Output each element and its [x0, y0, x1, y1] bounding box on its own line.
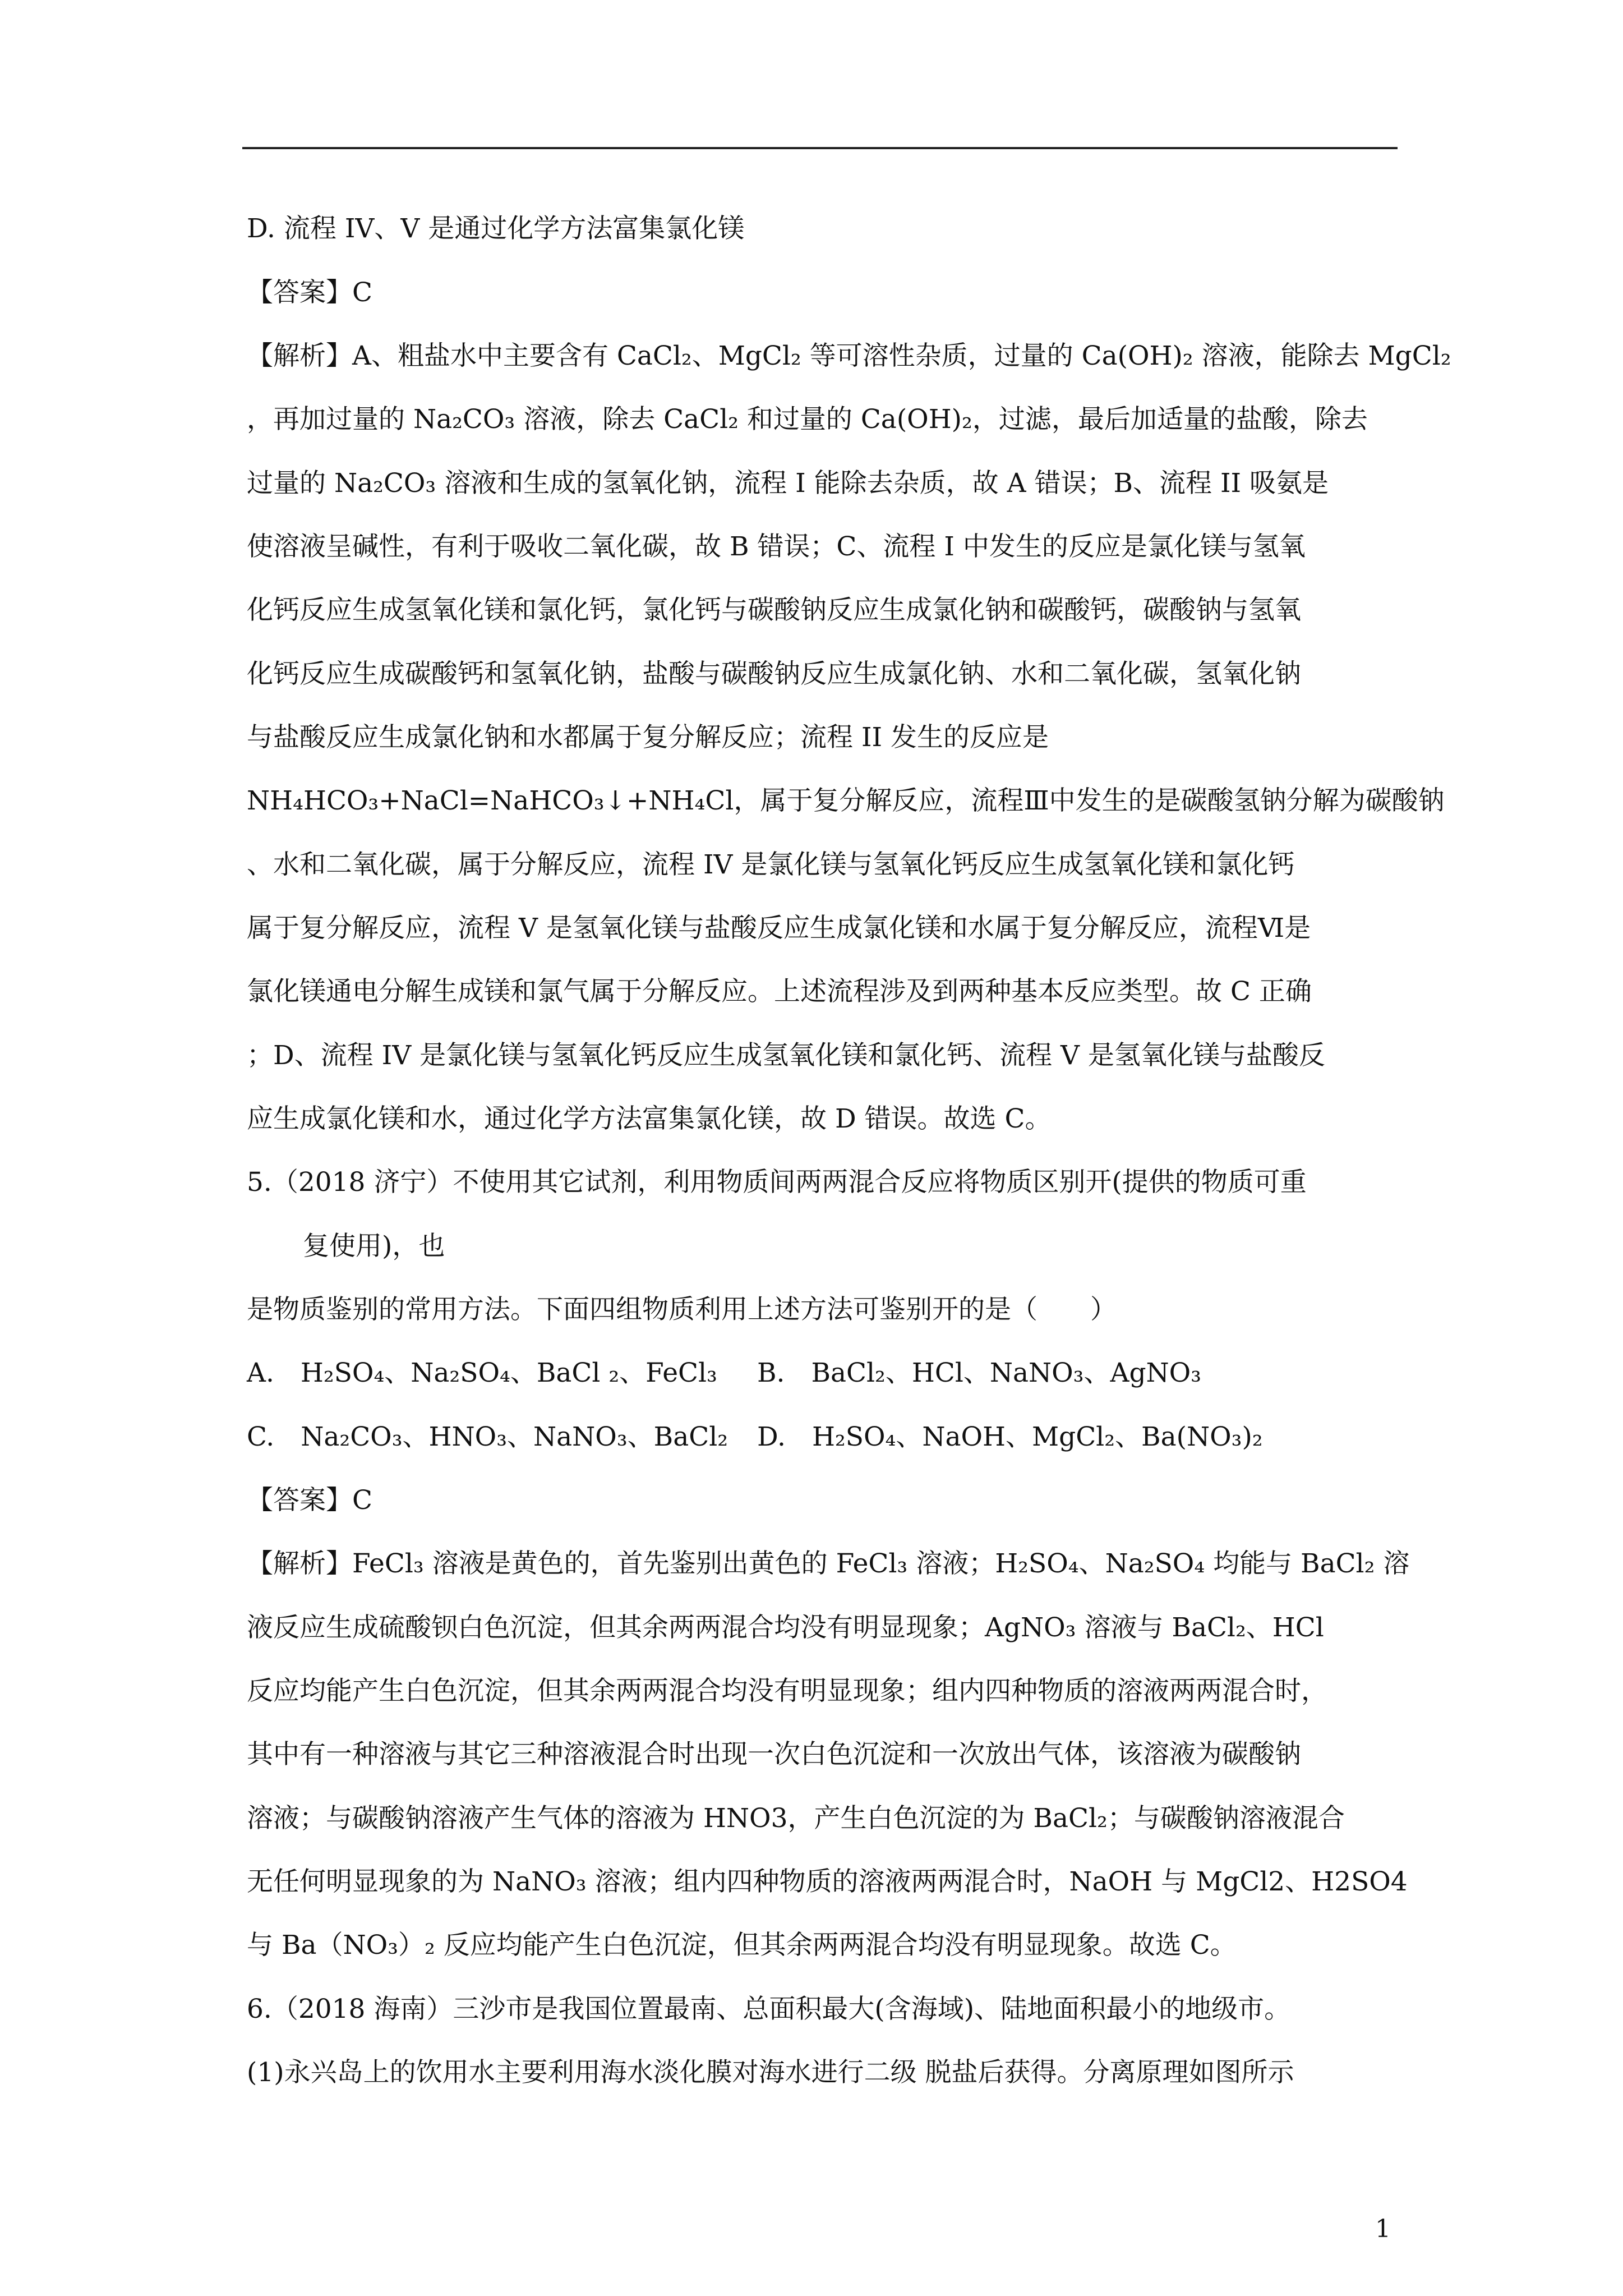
- question-5-stem: 5.（2018 济宁）不使用其它试剂，利用物质间两两混合反应将物质区别开(提供的物质可重: [247, 1167, 1307, 1198]
- question-6-stem: 6.（2018 海南）三沙市是我国位置最南、总面积最大(含海域)、陆地面积最小的地级市。: [247, 1994, 1291, 2024]
- text-line: 与盐酸反应生成氯化钠和水都属于复分解反应；流程 II 发生的反应是: [247, 722, 1049, 753]
- text-line: 溶液；与碳酸钠溶液产生气体的溶液为 HNO3，产生白色沉淀的为 BaCl₂；与碳酸钠溶液混合: [247, 1803, 1345, 1834]
- text-line: 无任何明显现象的为 NaNO₃ 溶液；组内四种物质的溶液两两混合时，NaOH 与 MgCl2、H2SO4: [247, 1866, 1408, 1897]
- text-line: 化钙反应生成氢氧化镁和氯化钙，氯化钙与碳酸钠反应生成氯化钠和碳酸钙，碳酸钠与氢氧: [247, 595, 1301, 625]
- text-line: 化钙反应生成碳酸钙和氢氧化钠，盐酸与碳酸钠反应生成氯化钠、水和二氧化碳，氢氧化钠: [247, 659, 1301, 689]
- answer-line: 【答案】C: [247, 1485, 372, 1516]
- text-line: 液反应生成硫酸钡白色沉淀，但其余两两混合均没有明显现象；AgNO₃ 溶液与 BaCl₂、HCl: [247, 1612, 1324, 1643]
- question-5-stem: 是物质鉴别的常用方法。下面四组物质利用上述方法可鉴别开的是（ ）: [247, 1294, 1117, 1325]
- text-line: ；D、流程 IV 是氯化镁与氢氧化钙反应生成氢氧化镁和氯化钙、流程 V 是氢氧化镁与盐酸反: [247, 1040, 1325, 1071]
- question-6-part-1: (1)永兴岛上的饮用水主要利用海水淡化膜对海水进行二级 脱盐后获得。分离原理如图所示: [247, 2057, 1294, 2088]
- question-5-stem: 复使用)，也: [303, 1231, 445, 1262]
- option-b: B. BaCl₂、HCl、NaNO₃、AgNO₃: [757, 1358, 1202, 1388]
- text-line: 【解析】FeCl₃ 溶液是黄色的，首先鉴别出黄色的 FeCl₃ 溶液；H₂SO₄、Na₂SO₄ 均能与 BaCl₂ 溶: [247, 1548, 1410, 1579]
- text-line: ，再加过量的 Na₂CO₃ 溶液，除去 CaCl₂ 和过量的 Ca(OH)₂，过滤，最后加适量的盐酸，除去: [247, 404, 1368, 435]
- text-line: 反应均能产生白色沉淀，但其余两两混合均没有明显现象；组内四种物质的溶液两两混合时，: [247, 1676, 1327, 1706]
- header-rule: [242, 147, 1398, 149]
- text-line: 过量的 Na₂CO₃ 溶液和生成的氢氧化钠，流程 I 能除去杂质，故 A 错误；B、流程 II 吸氨是: [247, 468, 1329, 499]
- option-d: D. H₂SO₄、NaOH、MgCl₂、Ba(NO₃)₂: [757, 1421, 1263, 1452]
- answer-line: 【答案】C: [247, 277, 372, 308]
- text-line: D. 流程 IV、V 是通过化学方法富集氯化镁: [247, 213, 745, 244]
- text-line: 其中有一种溶液与其它三种溶液混合时出现一次白色沉淀和一次放出气体，该溶液为碳酸钠: [247, 1739, 1301, 1770]
- page-number: 1: [1375, 2215, 1391, 2243]
- text-line: 应生成氯化镁和水，通过化学方法富集氯化镁，故 D 错误。故选 C。: [247, 1103, 1052, 1134]
- option-c: C. Na₂CO₃、HNO₃、NaNO₃、BaCl₂: [247, 1421, 728, 1452]
- text-line: 与 Ba（NO₃）₂ 反应均能产生白色沉淀，但其余两两混合均没有明显现象。故选 C。: [247, 1930, 1237, 1961]
- text-line: 【解析】A、粗盐水中主要含有 CaCl₂、MgCl₂ 等可溶性杂质，过量的 Ca(OH)₂ 溶液，能除去 MgCl₂: [247, 341, 1451, 371]
- text-line: 、水和二氧化碳，属于分解反应，流程 IV 是氯化镁与氢氧化钙反应生成氢氧化镁和氯化钙: [247, 849, 1295, 880]
- option-a: A. H₂SO₄、Na₂SO₄、BaCl ₂、FeCl₃: [247, 1358, 717, 1388]
- text-line: 氯化镁通电分解生成镁和氯气属于分解反应。上述流程涉及到两种基本反应类型。故 C 正确: [247, 976, 1312, 1007]
- text-line: 属于复分解反应，流程 V 是氢氧化镁与盐酸反应生成氯化镁和水属于复分解反应，流程Ⅵ是: [247, 913, 1311, 944]
- text-line: NH₄HCO₃+NaCl=NaHCO₃↓+NH₄Cl，属于复分解反应，流程Ⅲ中发生的是碳酸氢钠分解为碳酸钠: [247, 785, 1445, 816]
- text-line: 使溶液呈碱性，有利于吸收二氧化碳，故 B 错误；C、流程 I 中发生的反应是氯化镁与氢氧: [247, 531, 1306, 562]
